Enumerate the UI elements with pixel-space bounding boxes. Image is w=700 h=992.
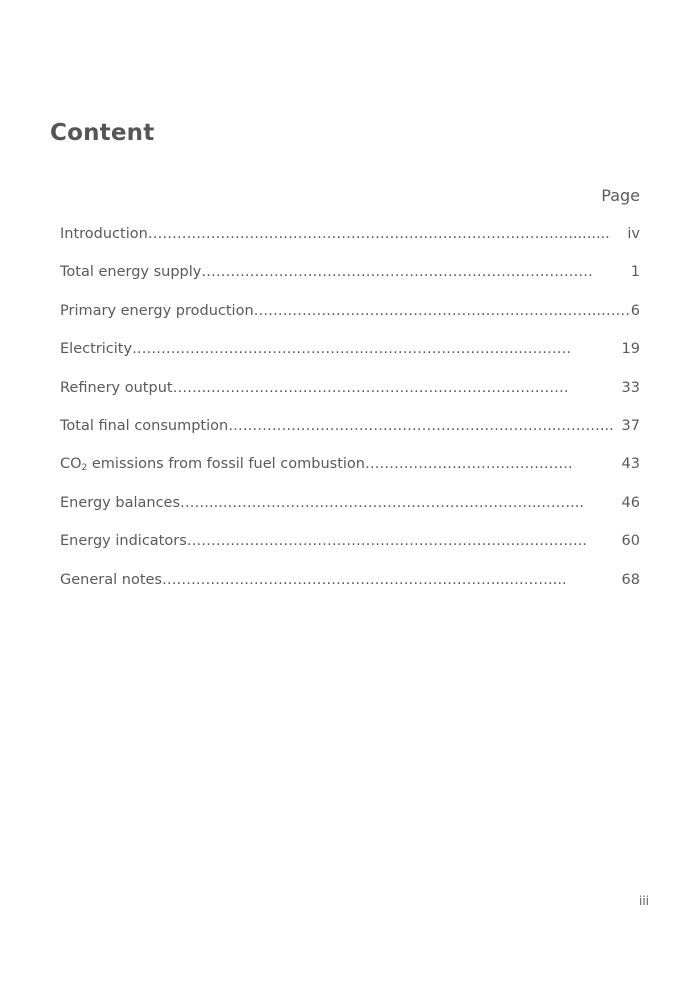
toc-entry-label: Introduction	[60, 226, 148, 242]
toc-entry-label: Electricity	[60, 341, 133, 358]
toc-entry-label: Total final consumption	[60, 417, 229, 434]
toc-page-number: 33	[621, 379, 640, 396]
toc-label-suffix: emissions from fossil fuel combustion	[87, 456, 365, 473]
toc-leader-dots: ……………………………………………………………...………...	[161, 571, 567, 588]
toc-leader-dots: …………………………………………………………..………...	[228, 417, 614, 434]
toc-page-number: 43	[621, 456, 640, 473]
toc-leader-dots: ……………………………………………………….……..……	[253, 302, 630, 319]
toc-leader-dots: …….…………………………………………………………………	[172, 379, 569, 396]
toc-entry-label: General notes	[60, 571, 162, 588]
toc-entry-text	[60, 531, 587, 551]
toc-label-prefix: CO	[60, 456, 82, 473]
toc-leader-dots: …………………………………………………………………………….........	[147, 226, 610, 242]
toc-leader-dots: ……....………………………………………………………..……...	[180, 494, 584, 511]
toc-entry-text	[60, 493, 584, 513]
toc-leader-dots: ………………………………………………………………………	[201, 264, 593, 281]
page-title: Content	[50, 120, 155, 146]
toc-entry-text	[60, 262, 593, 282]
toc-label-subscript: 2	[81, 463, 88, 474]
toc-entry-primary-energy-production[interactable]	[60, 301, 640, 339]
toc-entry-introduction[interactable]	[60, 224, 640, 262]
toc-entry-text	[60, 378, 576, 398]
toc-page-number: 1	[630, 264, 640, 281]
toc-entry-text	[60, 454, 576, 474]
toc-page-number: 60	[621, 533, 640, 550]
toc-page-number: 46	[621, 494, 640, 511]
toc-leader-dots: ……………………………………………………………………...……….	[132, 341, 571, 358]
toc-entry-text	[60, 224, 610, 244]
toc-entry-label: Refinery output	[60, 379, 173, 396]
toc-entry-total-final-consumption[interactable]	[60, 416, 640, 454]
toc-entry-label: Energy balances	[60, 494, 181, 511]
toc-entry-label	[60, 456, 365, 472]
footer-page-number: iii	[638, 894, 649, 908]
toc-entry-text	[60, 416, 614, 436]
toc-entry-general-notes[interactable]	[60, 570, 640, 608]
toc-entry-energy-balances[interactable]	[60, 493, 640, 531]
toc-entry-energy-indicators[interactable]	[60, 531, 640, 569]
toc-entry-text	[60, 339, 576, 359]
toc-page-number: 68	[621, 571, 640, 588]
page-column-header: Page	[601, 186, 640, 205]
toc-leader-dots: ……………………………………………………………..………...	[186, 533, 587, 550]
toc-page-number: 6	[630, 302, 640, 319]
toc-entry-co2-emissions[interactable]	[60, 454, 640, 492]
toc-entry-label: Primary energy production	[60, 302, 254, 319]
toc-entry-electricity[interactable]	[60, 339, 640, 377]
toc-entry-text	[60, 301, 630, 321]
toc-entry-text	[60, 570, 576, 590]
toc-entry-total-energy-supply[interactable]	[60, 262, 640, 300]
toc-page-number: 37	[621, 417, 640, 434]
toc-page-number: 19	[621, 341, 640, 358]
toc-page-number: iv	[627, 226, 640, 242]
table-of-contents	[60, 224, 640, 608]
toc-entry-label: Energy indicators	[60, 533, 187, 550]
toc-leader-dots: …………………………………….	[364, 456, 573, 473]
toc-entry-label: Total energy supply	[60, 264, 202, 281]
toc-entry-refinery-output[interactable]	[60, 378, 640, 416]
